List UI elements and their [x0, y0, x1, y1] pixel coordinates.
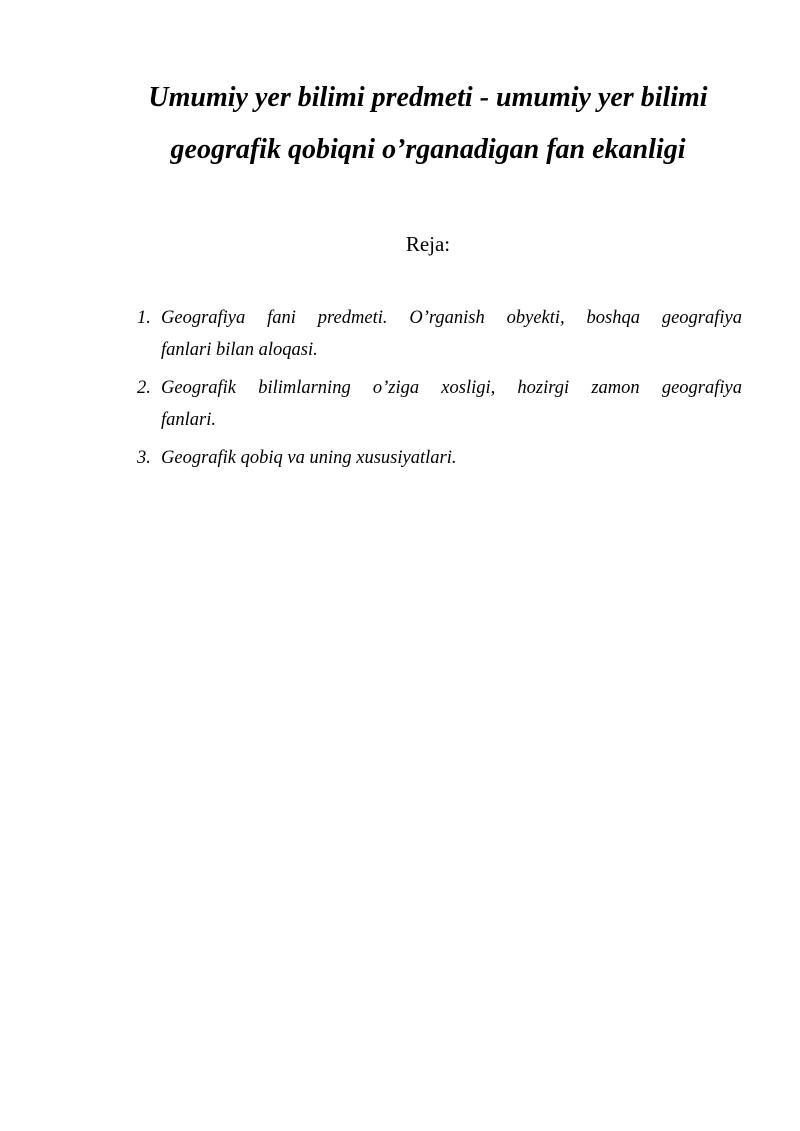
- plan-item-number: 3.: [137, 448, 151, 468]
- plan-item-3: [137, 442, 742, 474]
- plan-item-text-line: Geografiya fani predmeti. O’rganish obyekti, boshqa geografiya: [161, 308, 742, 328]
- plan-item-2: [137, 372, 742, 436]
- document-title: [100, 72, 756, 176]
- plan-heading: Reja:: [405, 232, 451, 256]
- plan-item-number: 1.: [137, 308, 151, 328]
- plan-item-text-line: fanlari bilan aloqasi.: [161, 340, 318, 360]
- title-line-2: geografik qobiqni o’rganadigan fan ekanligi: [170, 134, 686, 165]
- title-line-1: Umumiy yer bilimi predmeti - umumiy yer bilimi: [148, 82, 708, 113]
- plan-item-text-line: fanlari.: [161, 410, 216, 430]
- plan-item-text-line: Geografik qobiq va uning xususiyatlari.: [161, 448, 457, 468]
- plan-item-1: [137, 302, 742, 366]
- plan-item-text-line: Geografik bilimlarning o’ziga xosligi, hozirgi zamon geografiya: [161, 378, 742, 398]
- plan-list: [137, 302, 742, 480]
- plan-item-number: 2.: [137, 378, 151, 398]
